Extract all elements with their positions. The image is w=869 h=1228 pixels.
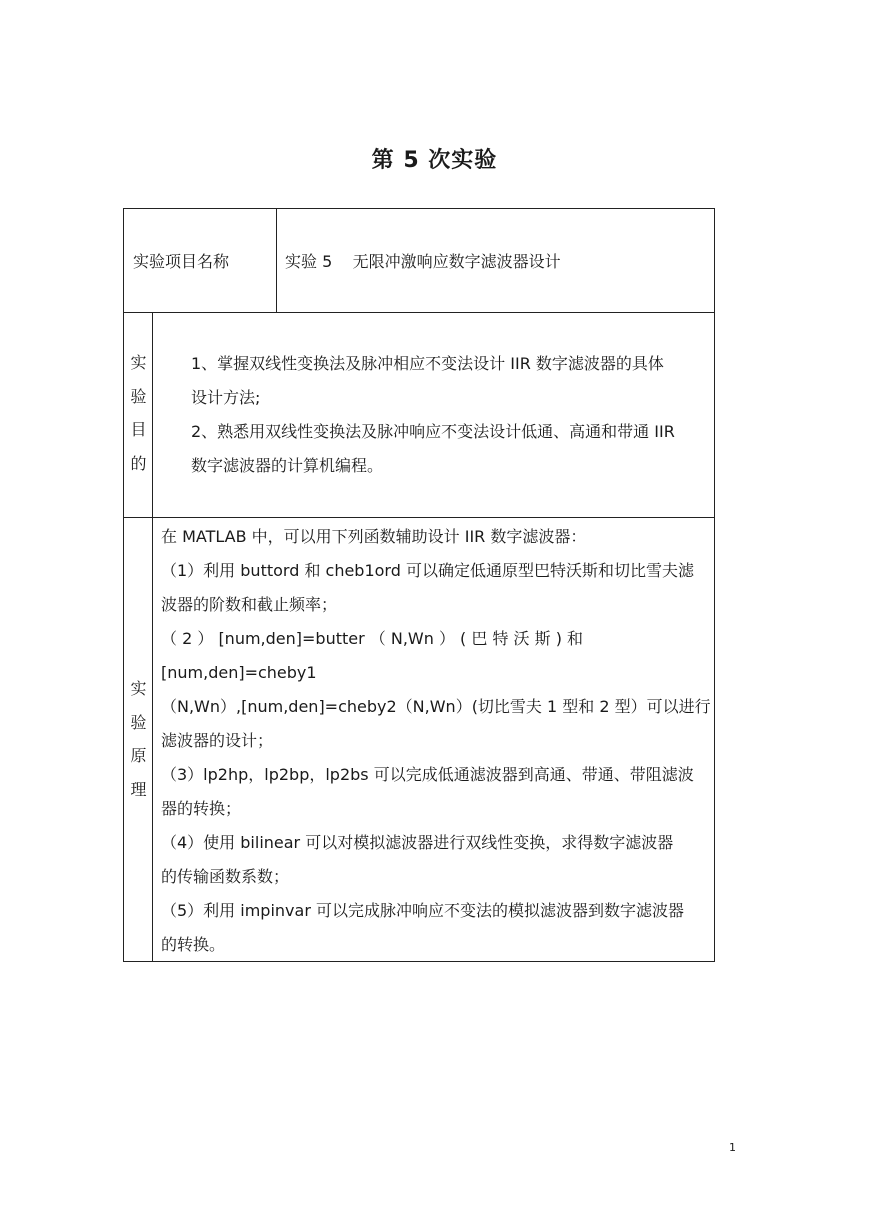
text-line: （ 2 ） [num,den]=butter （ N,Wn ） ( 巴 特 沃 斯 ) 和 [num,den]=cheby1	[161, 629, 584, 682]
text-line: 1、掌握双线性变换法及脉冲相应不变法设计 IIR 数字滤波器的具体	[191, 354, 664, 373]
text-line: （1）利用 buttord 和 cheb1ord 可以确定低通原型巴特沃斯和切比雪夫滤	[161, 561, 694, 580]
experiment-purpose-label	[124, 346, 153, 480]
experiment-purpose-row	[123, 312, 715, 518]
text-line: 数字滤波器的计算机编程。	[191, 456, 384, 475]
page-number: 1	[729, 1141, 736, 1154]
project-name-label: 实验项目名称	[133, 252, 230, 271]
experiment-principle-text	[161, 520, 711, 962]
text-line: 2、熟悉用双线性变换法及脉冲响应不变法设计低通、高通和带通 IIR	[191, 422, 675, 441]
project-name-row	[123, 208, 715, 313]
text-line: 的传输函数系数；	[161, 867, 290, 886]
text-line: 在 MATLAB 中，可以用下列函数辅助设计 IIR 数字滤波器：	[161, 527, 587, 546]
label-char: 理	[130, 779, 147, 799]
text-line: （N,Wn）,[num,den]=cheby2（N,Wn）(切比雪夫 1 型和 2 型）可以进行	[161, 697, 711, 716]
text-line: 的转换。	[161, 935, 226, 954]
experiment-principle-label	[124, 672, 153, 806]
text-line: （3）lp2hp，lp2bp，lp2bs 可以完成低通滤波器到高通、带通、带阻滤波	[161, 765, 694, 784]
page-title: 第 5 次实验	[371, 148, 498, 173]
label-char: 实	[130, 353, 147, 372]
text-line: （5）利用 impinvar 可以完成脉冲响应不变法的模拟滤波器到数字滤波器	[161, 901, 684, 920]
label-char: 目	[130, 420, 147, 439]
text-line: 设计方法;	[191, 388, 261, 407]
label-char: 原	[130, 746, 147, 765]
text-line: （4）使用 bilinear 可以对模拟滤波器进行双线性变换，求得数字滤波器	[161, 833, 674, 852]
label-char: 验	[130, 712, 147, 732]
experiment-principle-row	[123, 517, 715, 962]
project-name-value: 实验 5 无限冲激响应数字滤波器设计	[285, 252, 561, 271]
label-char: 实	[130, 679, 147, 698]
label-char: 的	[130, 453, 147, 473]
column-divider	[276, 209, 277, 312]
text-line: 器的转换；	[161, 799, 242, 818]
experiment-purpose-text	[191, 347, 711, 483]
label-char: 验	[130, 386, 147, 406]
text-line: 波器的阶数和截止频率；	[161, 595, 338, 614]
text-line: 滤波器的设计；	[161, 731, 274, 750]
